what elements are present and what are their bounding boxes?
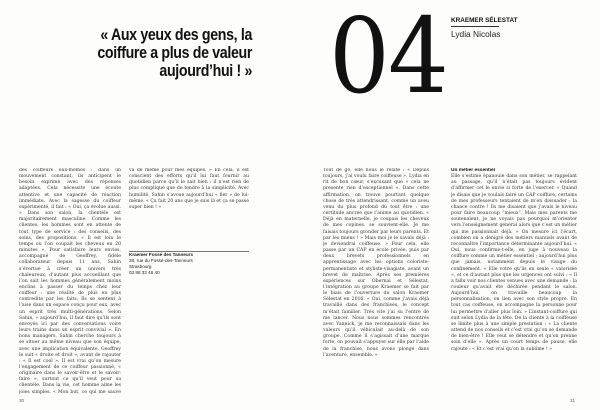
salon-name: Kraemer Fossé des Tanneurs (129, 252, 193, 257)
left-column-2 (129, 168, 249, 248)
salon-city: Strasbourg (129, 264, 152, 269)
left-column-1-text: des coiffeurs eux-mêmes : dans un mouvement constant, ils anticipent le besoin exprimé avec des réponses adaptées. Cela nécessite une écoute attentive et une capacité de réaction immédiate. Avec la sagesse du coiffeur expérimenté, il fait : « Oui, ça évolue aussi. » Dans son salon, la clientèle est majoritairement masculine. Comme les clientes, les hommes sont en attente de tout type de service : des conseils, des soins, des propositions. « Il est loin le temps où l’on coupait les cheveux en 20 minutes ». Pour satisfaire leurs envies, accompagné de Geoffrey, fidèle collaborateur depuis 11 ans, Sahin s’évertue à créer un univers très chaleureux, d’autant plus accueillant que l’on sait les hommes généralement moins enclins à passer du temps chez leur coiffeur : une réalité de plus en plus contredite par les faits. Ils se sentent à l’aise dans un espace conçu pour eux, avec un esprit très multi-générations. Selon Sahin, « aujourd’hui, il faut dire qu’ils sont envoyés ici par des conversations voire leurs trains dans un esprit convivial ». En bons managers, Sahin cherche toujours à se situer au même niveau que son équipe, avec une implication équivalente. Geoffrey le suit « droite et droit », avant de rajouter : « Il est cool ». Il est vrai qu’on mesure l’engagement de ce coiffeur passionné, « originaire dans le savoir-être et le savoir-faire », surtout ce qu’il veut pour sa clientèle. Dans la vie, cet homme aime les joies simples. « Mon but, ce qui me sauve (19, 168, 121, 394)
right-column-1 (323, 168, 429, 394)
left-column-2-text: va de même pour mes équipes. » En cela, il est conscient des efforts qu’il lui faut fournir au quotidien parce qu’il le sait bien : il n’est rien de plus compliqué que de tendre à la simplicité. Avec humilité, Sahin s’avoue aujourd’hui « fier » de lui-même. « Ça fait 20 ans que je suis là et ça se passe super bien ! » (129, 168, 249, 210)
article-number: 04 (329, 0, 448, 117)
salon-phone: 03 88 32 46 40 (129, 270, 160, 275)
salon-kicker: KRAEMER SÉLESTAT (451, 17, 518, 24)
page-number-right: 31 (570, 398, 576, 403)
left-column-1 (19, 168, 121, 394)
kicker-divider (451, 26, 499, 27)
subhead: Un métier essentiel (451, 168, 495, 173)
page-number-left: 30 (19, 398, 25, 403)
right-column-2 (451, 168, 577, 394)
profile-name: Lydia Nicolas (451, 29, 501, 39)
salon-info (129, 252, 249, 276)
salon-address: 28, rue du Fossé-des-Tanneurs (129, 258, 193, 263)
right-column-1-text: Tout de go, elle nous le relate : « Depuis toujours, j’ai voulu faire coiffeuse ». Lydia en rit de bon cœur, s’excusant que « cela ne presente rien d’exceptionnel ». Dans cette affirmation, on trouve pourtant quelque chose de très attendrissant, comme un aveu venu du plus profond du tout être : une certitude ancrée que l’anime au quotidien. « Déjà en maternelle, je coupais les cheveux de mes copines, se souvient-elle. Je me faisais toujours gronder par leurs parents. Et par les miens ! » Mais moi je le savais déjà : je deviendrai coiffeuse. » Pour cela, elle passe par un CAP en école privée, puis par deux brevets professionnels en apprentissage avec les options coloriste-permanentiste et styliste-visagiste, avant un brevet de maîtrise. Après ses premières expériences sur Obernai et Sélestat, l’intégration au groupe Kraemer se fait par le biais de l’ouverture du salon Kraemer Sélestat en 2016. « Oui, comme j’avais déjà travaillé dans des franchises, le concept m’était familier. Très vite j’ai su l’entre de me lancer. Nous nous sommes rencontrés avec Yannick, je me reconnaissais dans les valeurs qu’il véhiculait au-delà de son groupe. Comme il s’agissait d’une marque forte, on pouvait s’appuyer sur elle par l’aide de la franchise, nous avons plongé dans l’aventure, ensemble. » (323, 168, 429, 358)
right-column-2-text: Elle s’estime épanouie dans son métier, se rappelant au passage, qu’il n’était pas toujours évident d’affirmer cet le envie si forte de l’exercer. « Quand je disais que je voulais faire un CAP coiffure, certains de mes professeurs tentaient de m’en dissuader : la chance contre ! Ils me disaient que j’avais le niveau pour faire beaucoup “mieux”. Mais mes parents me soutenaient, je ne voyais pas pourquoi m’orienter vers l’enseignement général alors que c’est un métier qui me passionnait déjà. » On mesure ici l’écart, combien on a dénigré des métiers manuels avant de reconnaître l’importance déterminante aujourd’hui. « Oui, nous confirme-t-elle, en juge à nouveau la coiffure comme un métier essentiel ; aujourd’hui plus que jamais, notamment depuis le visage du confinement. » Elle votre qu’ils en seule « valorisée », et ce d’autant plus que les urgences ont suivi : « Il a fallu voir nos clientes venues avec une demande : la couleur qu’avait été déchirée pendant le salon. Aujourd’hui, on travaille beaucoup la personnalisation, on lien avec son style propre. En tout cas coiffeuse, on accompagne la personne pour lui permettre d’aller plus loin. » L’instant-coiffure qui suit selon Lydia de la tête. De la cliente à la coiffeuse se limite plus à une simple prestation : « La cliente attend de nos conseils et c’est vrai qu’on se demande de bien-être ! Elle veut se détendre et qu’on prenne soin d’elle ». Après un court temps de pause, elle rajoute : « Et c’est vrai qu’on la sublime ! » (451, 174, 577, 352)
pull-quote: « Aux yeux des gens, la coiffure a plus de valeur aujourd’hui ! » (97, 26, 253, 80)
